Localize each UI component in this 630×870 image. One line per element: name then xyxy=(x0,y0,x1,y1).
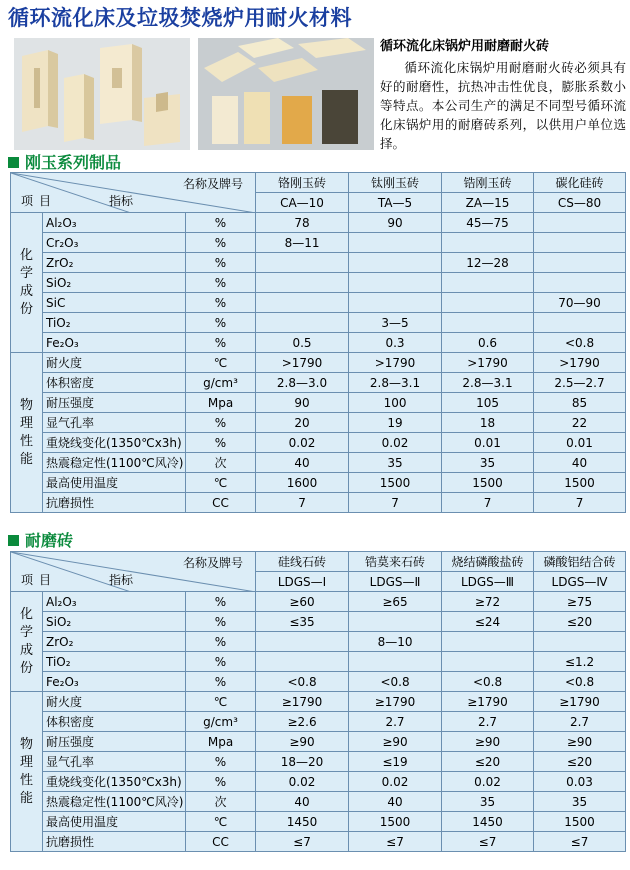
product-code: CS—80 xyxy=(534,193,626,213)
property-name: 耐压强度 xyxy=(43,732,186,752)
property-name: 体积密度 xyxy=(43,712,186,732)
value-cell: 2.8—3.0 xyxy=(256,373,349,393)
value-cell xyxy=(442,632,534,652)
property-name: Al₂O₃ xyxy=(43,592,186,612)
value-cell: 7 xyxy=(349,493,442,513)
property-unit: % xyxy=(186,672,256,692)
value-cell: >1790 xyxy=(442,353,534,373)
value-cell: 0.3 xyxy=(349,333,442,353)
value-cell: 1500 xyxy=(442,473,534,493)
value-cell: 1500 xyxy=(349,473,442,493)
value-cell: 8—10 xyxy=(349,632,442,652)
property-unit: % xyxy=(186,772,256,792)
value-cell: ≤7 xyxy=(349,832,442,852)
value-cell: 105 xyxy=(442,393,534,413)
value-cell xyxy=(256,273,349,293)
property-name: ZrO₂ xyxy=(43,632,186,652)
property-unit: Mpa xyxy=(186,732,256,752)
value-cell: >1790 xyxy=(349,353,442,373)
value-cell: 7 xyxy=(534,493,626,513)
value-cell: ≤1.2 xyxy=(534,652,626,672)
property-unit: % xyxy=(186,632,256,652)
header-index-label: 指标 xyxy=(109,194,134,208)
value-cell: ≤19 xyxy=(349,752,442,772)
group-label-char: 理 xyxy=(19,754,33,770)
value-cell: 40 xyxy=(349,792,442,812)
property-name: Cr₂O₃ xyxy=(43,233,186,253)
property-unit: % xyxy=(186,413,256,433)
value-cell: 90 xyxy=(349,213,442,233)
section-heading-wear-resistant xyxy=(8,528,73,551)
property-unit: % xyxy=(186,293,256,313)
value-cell: >1790 xyxy=(534,353,626,373)
product-code: CA—10 xyxy=(256,193,349,213)
property-unit: Mpa xyxy=(186,393,256,413)
value-cell: <0.8 xyxy=(256,672,349,692)
value-cell: ≤7 xyxy=(256,832,349,852)
group-label-char: 物 xyxy=(19,397,33,413)
property-unit: % xyxy=(186,752,256,772)
value-cell: 35 xyxy=(534,792,626,812)
property-name: 热震稳定性(1100℃风冷) xyxy=(43,453,186,473)
table-row xyxy=(11,632,626,652)
value-cell: 1450 xyxy=(256,812,349,832)
group-label-char: 理 xyxy=(19,415,33,431)
value-cell xyxy=(442,652,534,672)
product-name: 锆刚玉砖 xyxy=(442,173,534,193)
table-row xyxy=(11,792,626,812)
value-cell: <0.8 xyxy=(349,672,442,692)
property-unit: CC xyxy=(186,493,256,513)
value-cell: 0.02 xyxy=(442,772,534,792)
value-cell: 2.5—2.7 xyxy=(534,373,626,393)
product-code: LDGS—Ⅰ xyxy=(256,572,349,592)
header-item-label: 项目 xyxy=(21,573,58,587)
value-cell: ≥65 xyxy=(349,592,442,612)
value-cell: ≥90 xyxy=(349,732,442,752)
intro-heading: 循环流化床锅炉用耐磨耐火砖 xyxy=(380,39,550,54)
value-cell: 1500 xyxy=(349,812,442,832)
table-row xyxy=(11,453,626,473)
group-label-char: 学 xyxy=(19,624,33,640)
group-label-cell xyxy=(11,592,43,692)
property-unit: % xyxy=(186,592,256,612)
table-row xyxy=(11,373,626,393)
product-name: 烧结磷酸盐砖 xyxy=(442,552,534,572)
value-cell: 0.02 xyxy=(256,433,349,453)
value-cell: 1450 xyxy=(442,812,534,832)
product-photo-left xyxy=(14,38,190,150)
property-unit: g/cm³ xyxy=(186,373,256,393)
property-unit: % xyxy=(186,213,256,233)
table-row xyxy=(11,313,626,333)
property-unit: % xyxy=(186,612,256,632)
value-cell: 78 xyxy=(256,213,349,233)
value-cell: 0.01 xyxy=(534,433,626,453)
header-corner-cell xyxy=(11,173,256,213)
table-row xyxy=(11,293,626,313)
table-row xyxy=(11,413,626,433)
value-cell: 0.6 xyxy=(442,333,534,353)
product-name: 硅线石砖 xyxy=(256,552,349,572)
value-cell: 19 xyxy=(349,413,442,433)
table-row xyxy=(11,233,626,253)
product-name: 磷酸铝结合砖 xyxy=(534,552,626,572)
value-cell xyxy=(256,313,349,333)
value-cell: ≤24 xyxy=(442,612,534,632)
property-unit: % xyxy=(186,253,256,273)
corundum-spec-table xyxy=(10,172,626,513)
property-name: TiO₂ xyxy=(43,313,186,333)
property-unit: ℃ xyxy=(186,353,256,373)
value-cell xyxy=(349,253,442,273)
value-cell: 40 xyxy=(256,453,349,473)
value-cell: ≥72 xyxy=(442,592,534,612)
value-cell: 2.8—3.1 xyxy=(349,373,442,393)
value-cell: 22 xyxy=(534,413,626,433)
value-cell: 0.5 xyxy=(256,333,349,353)
wear-brick-spec-table xyxy=(10,551,626,852)
value-cell: 0.02 xyxy=(349,433,442,453)
value-cell: 40 xyxy=(256,792,349,812)
property-name: Al₂O₃ xyxy=(43,213,186,233)
product-code: LDGS—Ⅲ xyxy=(442,572,534,592)
property-name: 体积密度 xyxy=(43,373,186,393)
group-label-char: 成 xyxy=(19,283,33,299)
group-label-char: 性 xyxy=(19,772,33,788)
group-label-char: 化 xyxy=(19,247,33,263)
header-index-label: 指标 xyxy=(109,573,134,587)
property-unit: % xyxy=(186,433,256,453)
table-row xyxy=(11,672,626,692)
value-cell: ≥1790 xyxy=(349,692,442,712)
table-row xyxy=(11,772,626,792)
product-name: 碳化硅砖 xyxy=(534,173,626,193)
product-name: 锆莫来石砖 xyxy=(349,552,442,572)
section-bullet-icon xyxy=(8,157,19,168)
value-cell xyxy=(442,313,534,333)
group-label-char: 能 xyxy=(19,790,33,806)
group-label-char: 份 xyxy=(19,660,33,676)
value-cell: ≥60 xyxy=(256,592,349,612)
section-heading-text: 耐磨砖 xyxy=(25,531,74,550)
value-cell: <0.8 xyxy=(534,672,626,692)
section-bullet-icon xyxy=(8,535,19,546)
value-cell xyxy=(349,652,442,672)
product-name: 铬刚玉砖 xyxy=(256,173,349,193)
value-cell: 18 xyxy=(442,413,534,433)
table-row xyxy=(11,832,626,852)
value-cell xyxy=(256,253,349,273)
group-label-char: 能 xyxy=(19,451,33,467)
section-heading-corundum xyxy=(8,150,121,173)
table-row xyxy=(11,333,626,353)
product-photo-right xyxy=(198,38,374,150)
value-cell: 8—11 xyxy=(256,233,349,253)
property-name: 抗磨损性 xyxy=(43,493,186,513)
table-row xyxy=(11,273,626,293)
group-label-cell xyxy=(11,353,43,513)
property-name: 抗磨损性 xyxy=(43,832,186,852)
product-code: LDGS—Ⅳ xyxy=(534,572,626,592)
property-name: 显气孔率 xyxy=(43,752,186,772)
value-cell xyxy=(442,233,534,253)
value-cell: <0.8 xyxy=(442,672,534,692)
value-cell: 2.7 xyxy=(534,712,626,732)
product-code: ZA—15 xyxy=(442,193,534,213)
value-cell: ≤20 xyxy=(534,612,626,632)
table-row xyxy=(11,473,626,493)
property-unit: % xyxy=(186,652,256,672)
value-cell: 35 xyxy=(349,453,442,473)
intro-text: 循环流化床锅炉用耐磨耐火砖必须具有好的耐磨性，抗热冲击性优良，膨胀系数小等特点。本公司生产的满足不同型号循环流化床锅炉用的耐磨砖系列，以供用户单位选择。 xyxy=(380,60,626,151)
value-cell: 90 xyxy=(256,393,349,413)
property-name: Fe₂O₃ xyxy=(43,672,186,692)
value-cell: 70—90 xyxy=(534,293,626,313)
table-row xyxy=(11,692,626,712)
value-cell: 0.02 xyxy=(256,772,349,792)
value-cell: ≥1790 xyxy=(256,692,349,712)
value-cell: 40 xyxy=(534,453,626,473)
table-row xyxy=(11,433,626,453)
value-cell: 2.7 xyxy=(349,712,442,732)
table-row xyxy=(11,652,626,672)
product-name: 钛刚玉砖 xyxy=(349,173,442,193)
table-row xyxy=(11,393,626,413)
value-cell: ≥90 xyxy=(256,732,349,752)
table-row xyxy=(11,353,626,373)
value-cell: 1500 xyxy=(534,473,626,493)
table-row xyxy=(11,493,626,513)
value-cell xyxy=(349,293,442,313)
value-cell xyxy=(442,293,534,313)
group-label-char: 化 xyxy=(19,606,33,622)
intro-block xyxy=(380,38,626,153)
value-cell: 20 xyxy=(256,413,349,433)
header-row xyxy=(11,552,626,572)
group-label-cell xyxy=(11,692,43,852)
property-name: ZrO₂ xyxy=(43,253,186,273)
header-name-brand-label: 名称及牌号 xyxy=(183,177,244,191)
property-name: SiO₂ xyxy=(43,612,186,632)
value-cell: 3—5 xyxy=(349,313,442,333)
property-name: 最高使用温度 xyxy=(43,473,186,493)
property-name: SiO₂ xyxy=(43,273,186,293)
group-label-char: 物 xyxy=(19,736,33,752)
value-cell xyxy=(349,233,442,253)
value-cell xyxy=(349,612,442,632)
value-cell: 0.02 xyxy=(349,772,442,792)
property-name: SiC xyxy=(43,293,186,313)
section-heading-text: 刚玉系列制品 xyxy=(25,153,122,172)
value-cell: 35 xyxy=(442,453,534,473)
property-name: TiO₂ xyxy=(43,652,186,672)
value-cell xyxy=(534,233,626,253)
product-code: LDGS—Ⅱ xyxy=(349,572,442,592)
property-unit: ℃ xyxy=(186,812,256,832)
property-name: 耐火度 xyxy=(43,692,186,712)
value-cell: 2.7 xyxy=(442,712,534,732)
value-cell: ≥1790 xyxy=(442,692,534,712)
value-cell: <0.8 xyxy=(534,333,626,353)
value-cell: ≤7 xyxy=(534,832,626,852)
table-row xyxy=(11,592,626,612)
value-cell: 85 xyxy=(534,393,626,413)
value-cell: ≥90 xyxy=(442,732,534,752)
table-row xyxy=(11,213,626,233)
property-unit: % xyxy=(186,333,256,353)
property-name: 显气孔率 xyxy=(43,413,186,433)
value-cell: 12—28 xyxy=(442,253,534,273)
value-cell xyxy=(349,273,442,293)
header-corner-cell xyxy=(11,552,256,592)
property-name: 耐火度 xyxy=(43,353,186,373)
value-cell: 1500 xyxy=(534,812,626,832)
group-label-char: 学 xyxy=(19,265,33,281)
header-item-label: 项目 xyxy=(21,194,58,208)
value-cell: ≥2.6 xyxy=(256,712,349,732)
page-title: 循环流化床及垃圾焚烧炉用耐火材料 xyxy=(8,6,352,30)
value-cell: ≤35 xyxy=(256,612,349,632)
table-row xyxy=(11,712,626,732)
product-code: TA—5 xyxy=(349,193,442,213)
table-row xyxy=(11,612,626,632)
value-cell: 100 xyxy=(349,393,442,413)
table-row xyxy=(11,732,626,752)
value-cell xyxy=(534,213,626,233)
value-cell xyxy=(534,273,626,293)
value-cell: 1600 xyxy=(256,473,349,493)
value-cell: ≤7 xyxy=(442,832,534,852)
value-cell xyxy=(256,293,349,313)
property-name: 重烧线变化(1350℃x3h) xyxy=(43,433,186,453)
value-cell: 0.01 xyxy=(442,433,534,453)
value-cell: 7 xyxy=(442,493,534,513)
group-label-char: 成 xyxy=(19,642,33,658)
value-cell xyxy=(534,253,626,273)
table-row xyxy=(11,253,626,273)
property-unit: g/cm³ xyxy=(186,712,256,732)
value-cell xyxy=(534,313,626,333)
value-cell: ≤20 xyxy=(534,752,626,772)
property-name: 重烧线变化(1350℃x3h) xyxy=(43,772,186,792)
header-name-brand-label: 名称及牌号 xyxy=(183,556,244,570)
property-unit: % xyxy=(186,273,256,293)
value-cell: 0.03 xyxy=(534,772,626,792)
table-row xyxy=(11,752,626,772)
value-cell: ≥1790 xyxy=(534,692,626,712)
group-label-cell xyxy=(11,213,43,353)
value-cell: 35 xyxy=(442,792,534,812)
value-cell: ≥75 xyxy=(534,592,626,612)
property-unit: % xyxy=(186,313,256,333)
value-cell xyxy=(442,273,534,293)
header-row xyxy=(11,173,626,193)
property-name: 耐压强度 xyxy=(43,393,186,413)
table-row xyxy=(11,812,626,832)
value-cell: ≤20 xyxy=(442,752,534,772)
value-cell xyxy=(256,632,349,652)
value-cell: 2.8—3.1 xyxy=(442,373,534,393)
property-unit: ℃ xyxy=(186,473,256,493)
group-label-char: 份 xyxy=(19,301,33,317)
property-name: 热震稳定性(1100℃风冷) xyxy=(43,792,186,812)
property-unit: 次 xyxy=(186,792,256,812)
value-cell xyxy=(256,652,349,672)
value-cell: >1790 xyxy=(256,353,349,373)
value-cell: ≥90 xyxy=(534,732,626,752)
property-unit: ℃ xyxy=(186,692,256,712)
value-cell: 7 xyxy=(256,493,349,513)
property-unit: CC xyxy=(186,832,256,852)
property-name: Fe₂O₃ xyxy=(43,333,186,353)
property-unit: % xyxy=(186,233,256,253)
group-label-char: 性 xyxy=(19,433,33,449)
value-cell xyxy=(534,632,626,652)
property-unit: 次 xyxy=(186,453,256,473)
property-name: 最高使用温度 xyxy=(43,812,186,832)
value-cell: 45—75 xyxy=(442,213,534,233)
value-cell: 18—20 xyxy=(256,752,349,772)
